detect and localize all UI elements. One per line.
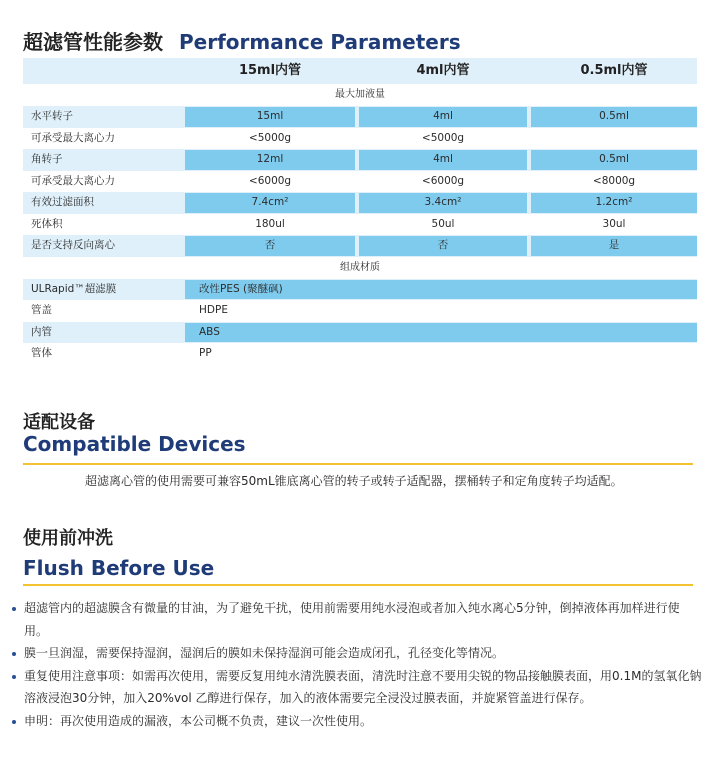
divider: [23, 463, 693, 465]
list-item: [12, 597, 702, 642]
list-item: [12, 665, 702, 710]
bullet-dot-icon: [12, 607, 16, 611]
row-label: 有效过滤面积: [31, 196, 94, 208]
column-header-0-5ml: 0.5ml内管: [580, 63, 648, 78]
row-label: 管体: [31, 347, 52, 359]
table-row: [23, 214, 697, 236]
table-cell: PP: [199, 347, 212, 359]
table-header-row: [23, 58, 697, 84]
table-cell: 4ml: [359, 107, 527, 127]
bullet-dot-icon: [12, 720, 16, 724]
table-cell: 50ul: [431, 217, 455, 230]
bullet-dot-icon: [12, 675, 16, 679]
section-label-row: [23, 257, 697, 279]
row-label: 死体积: [31, 217, 63, 230]
table-row: [23, 171, 697, 193]
table-row: [23, 322, 697, 344]
column-header-15ml: 15ml内管: [238, 63, 302, 78]
compatible-text: 超滤离心管的使用需要可兼容50mL锥底离心管的转子或转子适配器，摆桶转子和定角度转子均适配。: [85, 474, 623, 488]
flush-title-zh: 使用前冲洗: [23, 528, 113, 549]
table-cell: HDPE: [199, 304, 228, 316]
flush-bullet-list: [12, 597, 702, 732]
performance-title: [23, 26, 461, 55]
bullet-text: 重复使用注意事项：如需再次使用，需要反复用纯水清洗膜表面，清洗时注意不要用尖锐的物品接触膜表面，用0.1M的氢氧化钠溶液浸泡30分钟，加入20%vol 乙醇进行保存，加入的液体需要完全浸没过膜表面，并旋紧管盖进行保存。: [24, 668, 702, 705]
table-cell: [531, 129, 697, 149]
table-cell: <6000g: [421, 174, 465, 187]
compatible-title-en: Compatible Devices: [23, 432, 246, 456]
table-cell: <5000g: [421, 131, 465, 144]
table-cell: 15ml: [185, 107, 355, 127]
table-cell: <6000g: [248, 174, 292, 187]
table-cell: 改性PES (聚醚砜): [185, 280, 697, 300]
row-label: 可承受最大离心力: [31, 174, 115, 187]
table-row: [23, 343, 697, 365]
bullet-text: 申明：再次使用造成的漏液，本公司概不负责，建议一次性使用。: [24, 713, 373, 728]
performance-title-zh: 超滤管性能参数: [23, 30, 163, 54]
table-row: [23, 279, 697, 301]
table-row: [23, 192, 697, 214]
row-label: 内管: [31, 325, 52, 338]
table-cell: ABS: [185, 323, 697, 343]
row-label: 角转子: [31, 153, 63, 165]
bullet-dot-icon: [12, 652, 16, 656]
table-row: [23, 300, 697, 322]
table-row: [23, 235, 697, 257]
row-label: 管盖: [31, 304, 52, 316]
table-cell: 12ml: [185, 150, 355, 170]
table-cell: 3.4cm²: [359, 193, 527, 213]
table-cell: 30ul: [602, 217, 626, 230]
table-cell: 7.4cm²: [185, 193, 355, 213]
table-row: [23, 106, 697, 128]
row-label: 是否支持反向离心: [31, 239, 115, 251]
row-label: ULRapid™超滤膜: [31, 282, 117, 295]
section-label-material: 组成材质: [340, 261, 380, 273]
section-label-row: [23, 84, 697, 106]
table-cell: <5000g: [248, 131, 292, 144]
bullet-text: 膜一旦润湿，需要保持湿润，湿润后的膜如未保持湿润可能会造成闭孔，孔径变化等情况。: [24, 646, 505, 660]
table-cell: 否: [359, 236, 527, 256]
table-cell: 0.5ml: [531, 107, 697, 127]
table-row: [23, 128, 697, 150]
table-cell: 0.5ml: [531, 150, 697, 170]
table-cell: 是: [531, 236, 697, 256]
table-cell: 1.2cm²: [531, 193, 697, 213]
table-row: [23, 149, 697, 171]
list-item: [12, 642, 702, 665]
table-cell: <8000g: [592, 174, 636, 187]
table-cell: 4ml: [359, 150, 527, 170]
performance-title-en: Performance Parameters: [179, 30, 461, 54]
column-header-4ml: 4ml内管: [416, 63, 470, 78]
performance-table: [23, 58, 697, 365]
row-label: 水平转子: [31, 110, 73, 122]
section-label-max-volume: 最大加液量: [335, 89, 385, 100]
table-cell: 否: [185, 236, 355, 256]
bullet-text: 超滤管内的超滤膜含有微量的甘油，为了避免干扰，使用前需要用纯水浸泡或者加入纯水离心5分钟，倒掉液体再加样进行使用。: [24, 601, 680, 638]
row-label: 可承受最大离心力: [31, 131, 115, 144]
divider: [23, 584, 693, 586]
flush-title-en: Flush Before Use: [23, 556, 215, 580]
list-item: [12, 710, 702, 733]
compatible-title-zh: 适配设备: [23, 412, 95, 433]
table-cell: 180ul: [255, 217, 285, 230]
